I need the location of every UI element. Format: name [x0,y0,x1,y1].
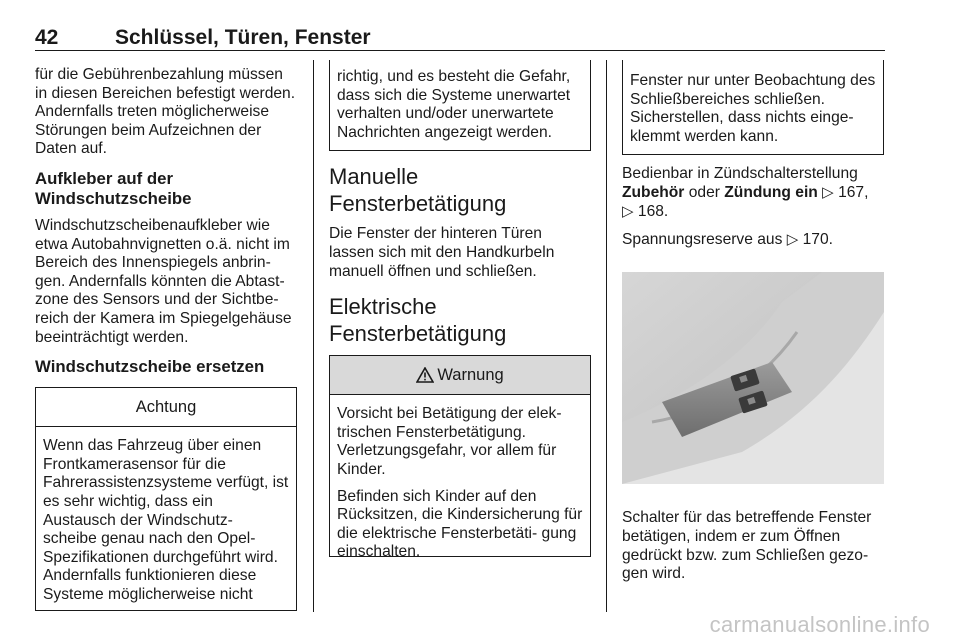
caution-title: Achtung [36,388,296,427]
page-header [35,28,885,51]
paragraph: Spannungsreserve aus ▷ 170. [622,231,833,249]
column-3 [622,60,884,594]
column-1 [35,66,297,611]
caution-box [35,387,297,611]
warning-title-text: Warnung [437,365,504,384]
watermark: carmanualsonline.info [709,612,930,637]
section-heading: Aufkleber auf der Windschutzscheibe [35,168,192,208]
window-switch-photo [622,272,884,484]
column-divider [606,60,607,612]
warning-box-continued [622,60,884,155]
intro-paragraph: für die Gebührenbezahlung müssen in diesen Bereichen befestigt werden. Andernfalls treten möglicherweise Störungen beim Aufzeichnen der Daten auf. [35,66,296,158]
arrow-icon: ▷ [822,183,834,201]
warning-title [330,356,590,395]
caution-box-continued [329,60,591,151]
column-2 [329,60,591,561]
section-heading: Elektrische Fensterbetätigung [329,294,507,347]
paragraph: Windschutzscheibenaufkleber wie etwa Autobahnvignetten o.ä. nicht im Bereich des Innenspiegels anbrin- gen. Andernfalls könnten die Abtast- zone des Sensors und der Sichtbe- reich der Kamera im Spiegelgehäuse beeinträchtigt werden. [35,216,292,346]
page-reference: 167, [838,183,869,201]
warning-text: Befinden sich Kinder auf den Rücksitzen, die Kindersicherung für die elektrische Fensterbetäti- gung einschalten. [337,487,583,561]
paragraph: Die Fenster der hinteren Türen lassen sich mit den Handkurbeln manuell öffnen und schließen. [329,225,555,280]
warning-icon [416,367,434,383]
column-divider [313,60,314,612]
arrow-icon: ▷ [622,202,634,220]
arrow-icon: ▷ [786,231,799,249]
warning-text: Fenster nur unter Beobachtung des Schließbereiches schließen. Sicherstellen, dass nichts einge- klemmt werden kann. [630,72,876,145]
caution-text: Wenn das Fahrzeug über einen Frontkamerasensor für die Fahrerassistenzsysteme verfügt, ist es sehr wichtig, dass ein Austausch der Windschutz- scheibe genau nach den Opel- Spezifikationen durchgeführt wird. Andernfalls funktionieren diese Systeme möglicherweise nicht [43,437,289,603]
page-number: 42 [35,26,59,49]
caution-text: richtig, und es besteht die Gefahr, dass sich die Systeme unerwartet verhalten und/oder unerwartete Nachrichten angezeigt werden. [337,68,571,141]
ignition-accessory: Zubehör [622,183,685,201]
page-reference: 168. [637,202,669,220]
page-reference: 170. [802,231,833,249]
ignition-on: Zündung ein [724,183,818,201]
photo-caption: Schalter für das betreffende Fenster betätigen, indem er zum Öffnen gedrückt bzw. zum Schließen gezo- gen wird. [622,509,872,583]
section-heading: Windschutzscheibe ersetzen [35,357,265,377]
warning-box [329,355,591,561]
section-heading: Manuelle Fensterbetätigung [329,164,507,217]
warning-text: Vorsicht bei Betätigung der elek- trischen Fensterbetätigung. Verletzungsgefahr, vor allem für Kinder. [337,405,562,478]
paragraph: Bedienbar in Zündschalterstellung Zubehör oder Zündung ein ▷ 167, ▷ 168. [622,165,869,220]
chapter-title: Schlüssel, Türen, Fenster [115,26,371,49]
